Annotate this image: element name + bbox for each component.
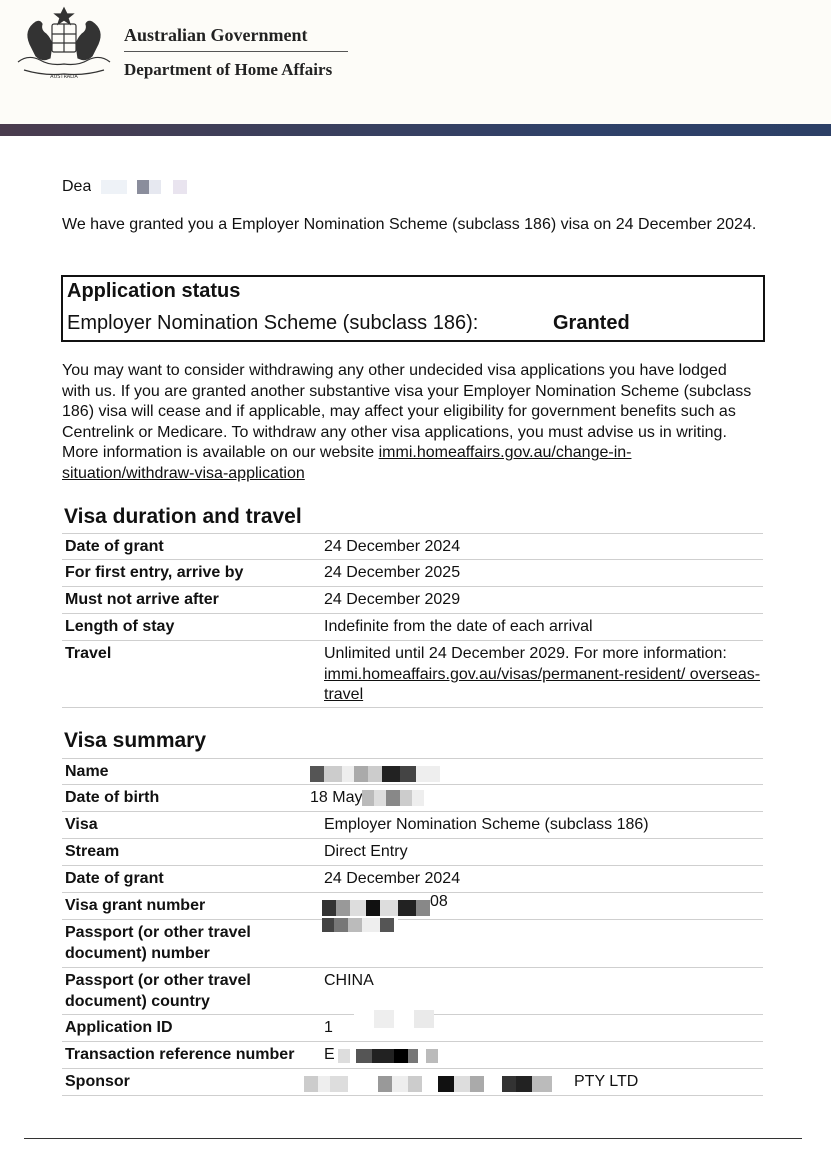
table-row: Stream Direct Entry — [62, 839, 763, 866]
redacted-value — [338, 1049, 438, 1063]
withdraw-visa-link[interactable]: immi.homeaffairs.gov.au/change-in-situation/withdraw-visa-application — [62, 444, 632, 482]
visa-duration-title: Visa duration and travel — [64, 505, 302, 528]
table-row: Passport (or other travel document) number — [62, 920, 763, 968]
agency-name — [124, 24, 348, 80]
footer-divider — [24, 1138, 802, 1139]
table-row: Transaction reference number E — [62, 1042, 763, 1069]
withdraw-advice: You may want to consider withdrawing any other undecided visa applications you have lodged with us. If you are granted another substantive visa your Employer Nomination Scheme (subclass 186) visa will cease and if applicable, may affect your eligibility for government benefits such as Centrelink or Medicare. To withdraw any other visa applications, you must advise us in writing. More information is available on our website immi.homeaffairs.gov.au/change-in-situation/withdraw-visa-application — [62, 362, 752, 482]
application-status-box — [61, 275, 765, 342]
department-name: Department of Home Affairs — [124, 60, 333, 79]
header-band — [0, 124, 831, 136]
table-row: Length of stay Indefinite from the date of each arrival — [62, 614, 763, 641]
divider — [124, 51, 348, 52]
redacted-name — [91, 180, 201, 194]
table-row: Visa Employer Nomination Scheme (subclass 186) — [62, 812, 763, 839]
grant-notice: We have granted you a Employer Nomination Scheme (subclass 186) visa on 24 December 2024. — [62, 216, 757, 233]
status-value: Granted — [553, 312, 630, 334]
table-row: Date of grant 24 December 2024 — [62, 866, 763, 893]
table-row: Must not arrive after 24 December 2029 — [62, 587, 763, 614]
visa-summary-title: Visa summary — [64, 729, 207, 752]
status-title: Application status — [67, 280, 241, 302]
table-row: Passport (or other travel document) country CHINA — [62, 968, 763, 1015]
redacted-value — [354, 1010, 434, 1028]
table-row: Application ID 1 — [62, 1015, 763, 1042]
greeting: Dea — [62, 177, 201, 198]
table-row: Travel Unlimited until 24 December 2029. For more information: immi.homeaffairs.gov.au/visas/permanent-resident/ overseas-travel — [62, 641, 763, 708]
table-row: Sponsor PTY LTD — [62, 1069, 763, 1096]
letterhead — [0, 0, 831, 124]
visa-duration-table — [62, 533, 763, 708]
status-visa-name: Employer Nomination Scheme (subclass 186): — [67, 312, 479, 334]
redacted-value — [304, 1076, 574, 1092]
government-name: Australian Government — [124, 25, 308, 45]
table-row: Visa grant number 08 — [62, 893, 763, 920]
table-row: Name — [62, 758, 763, 785]
table-row: For first entry, arrive by 24 December 2025 — [62, 560, 763, 587]
coat-of-arms-icon — [10, 4, 118, 82]
redacted-value — [362, 790, 424, 806]
table-row: Date of grant 24 December 2024 — [62, 533, 763, 560]
redacted-value — [310, 766, 440, 782]
overseas-travel-link[interactable]: immi.homeaffairs.gov.au/visas/permanent-resident/ overseas-travel — [324, 665, 761, 703]
redacted-value — [322, 900, 430, 916]
svg-text:AUSTRALIA: AUSTRALIA — [50, 74, 78, 80]
table-row: Date of birth 18 May — [62, 785, 763, 812]
visa-summary-table — [62, 758, 763, 1096]
